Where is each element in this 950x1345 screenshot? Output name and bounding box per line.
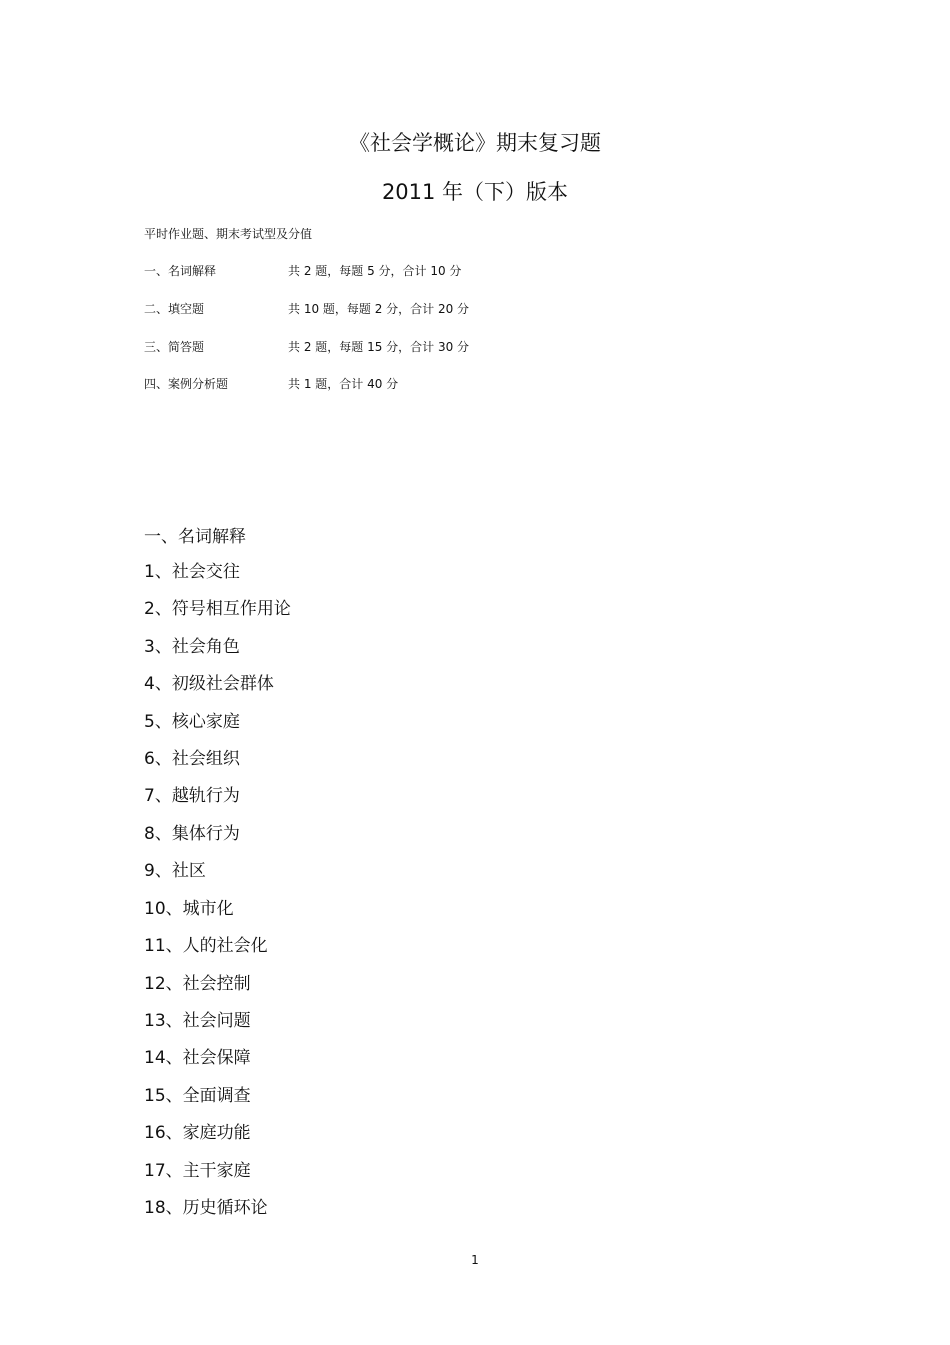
list-item: 6、社会组织 <box>144 749 240 769</box>
list-item: 2、符号相互作用论 <box>144 599 291 619</box>
list-item: 17、主干家庭 <box>144 1161 251 1181</box>
question-score: 共 2 题，每题 5 分，合计 10 分 <box>288 264 462 278</box>
list-item: 18、历史循环论 <box>144 1198 268 1218</box>
list-item: 12、社会控制 <box>144 974 251 994</box>
score-row <box>144 338 644 354</box>
score-row <box>144 300 644 316</box>
score-intro: 平时作业题、期末考试型及分值 <box>144 227 313 241</box>
list-item: 9、社区 <box>144 861 206 881</box>
document-title: 《社会学概论》期末复习题 <box>349 131 601 155</box>
score-row <box>144 375 644 391</box>
page-number: 1 <box>471 1253 479 1267</box>
question-type: 一、名词解释 <box>144 264 217 278</box>
question-type: 二、填空题 <box>144 302 205 316</box>
list-item: 3、社会角色 <box>144 637 240 657</box>
list-item: 1、社会交往 <box>144 562 240 582</box>
list-item: 15、全面调查 <box>144 1086 251 1106</box>
list-item: 13、社会问题 <box>144 1011 251 1031</box>
section-heading: 一、名词解释 <box>144 527 246 547</box>
list-item: 16、家庭功能 <box>144 1123 251 1143</box>
question-type: 三、简答题 <box>144 340 205 354</box>
question-type: 四、案例分析题 <box>144 377 229 391</box>
question-score: 共 1 题，合计 40 分 <box>288 377 399 391</box>
document-subtitle: 2011 年（下）版本 <box>381 180 569 204</box>
question-score: 共 10 题，每题 2 分，合计 20 分 <box>288 302 470 316</box>
list-item: 11、人的社会化 <box>144 936 268 956</box>
list-item: 8、集体行为 <box>144 824 240 844</box>
list-item: 10、城市化 <box>144 899 234 919</box>
question-score: 共 2 题，每题 15 分，合计 30 分 <box>288 340 470 354</box>
list-item: 14、社会保障 <box>144 1048 251 1068</box>
list-item: 5、核心家庭 <box>144 712 240 732</box>
list-item: 4、初级社会群体 <box>144 674 274 694</box>
score-row <box>144 262 644 278</box>
list-item: 7、越轨行为 <box>144 786 240 806</box>
